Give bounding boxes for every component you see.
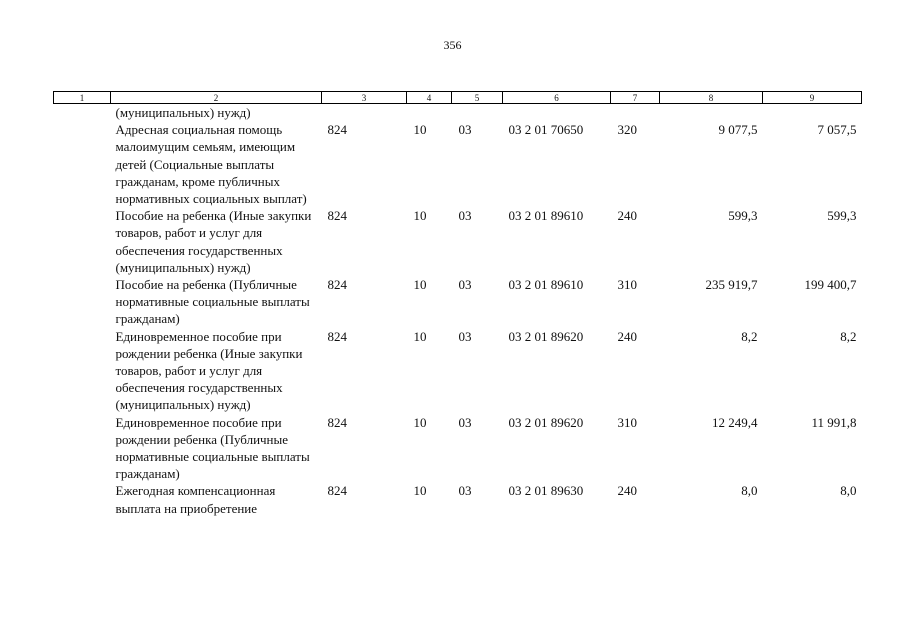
column-header-7: 7 bbox=[611, 92, 660, 104]
cell-code: 824 bbox=[327, 277, 347, 293]
cell-subsection: 03 bbox=[458, 277, 472, 293]
cell-sum2 bbox=[763, 104, 862, 122]
cell-code: 824 bbox=[327, 208, 347, 224]
cell-subsection: 03 bbox=[458, 122, 472, 138]
cell-sum2: 199 400,7 bbox=[804, 277, 857, 293]
cell-sum2: 599,3 bbox=[827, 208, 857, 224]
cell-code: 824 bbox=[327, 122, 347, 138]
cell-code: 824 bbox=[327, 483, 347, 499]
cell-target bbox=[503, 104, 611, 122]
cell-name: Ежегодная компенсационная выплата на приобретение bbox=[115, 483, 276, 516]
cell-target: 03 2 01 89610 bbox=[508, 277, 584, 293]
cell-name: Адресная социальная помощь малоимущим семьям, имеющим детей (Социальные выплаты гражданам, кроме публичных нормативных социальных выплат) bbox=[115, 122, 307, 207]
cell-vr: 240 bbox=[617, 483, 637, 499]
budget-table bbox=[53, 91, 862, 517]
cell-subsection: 03 bbox=[458, 483, 472, 499]
cell-vr: 240 bbox=[617, 208, 637, 224]
table-row bbox=[54, 207, 862, 276]
cell-sum1 bbox=[660, 104, 763, 122]
cell-vr bbox=[611, 104, 660, 122]
cell-subsection: 03 bbox=[458, 414, 472, 430]
cell-section: 10 bbox=[413, 483, 427, 499]
table-row bbox=[54, 414, 862, 483]
cell-code: 824 bbox=[327, 328, 347, 344]
cell-col1 bbox=[54, 276, 111, 328]
cell-sum1: 235 919,7 bbox=[705, 277, 758, 293]
column-header-4: 4 bbox=[407, 92, 452, 104]
cell-sum2: 7 057,5 bbox=[817, 122, 857, 138]
table-row bbox=[54, 482, 862, 516]
cell-name: (муниципальных) нужд) bbox=[115, 105, 251, 120]
table-body bbox=[54, 104, 862, 517]
table-row bbox=[54, 328, 862, 414]
cell-target: 03 2 01 89620 bbox=[508, 414, 584, 430]
cell-sum1: 8,0 bbox=[741, 483, 758, 499]
cell-name: Единовременное пособие при рождении ребенка (Иные закупки товаров, работ и услуг для обеспечения государственных (муниципальных) нужд) bbox=[115, 328, 303, 413]
cell-vr: 320 bbox=[617, 122, 637, 138]
cell-section: 10 bbox=[413, 277, 427, 293]
cell-sum1: 9 077,5 bbox=[718, 122, 758, 138]
cell-target: 03 2 01 89620 bbox=[508, 328, 584, 344]
page-number: 356 bbox=[443, 38, 462, 52]
cell-section bbox=[407, 104, 452, 122]
cell-name: Пособие на ребенка (Иные закупки товаров, работ и услуг для обеспечения государственных (муниципальных) нужд) bbox=[115, 208, 312, 275]
cell-subsection: 03 bbox=[458, 328, 472, 344]
cell-sum1: 8,2 bbox=[741, 328, 758, 344]
cell-sum2: 8,0 bbox=[840, 483, 857, 499]
table-header bbox=[54, 92, 862, 104]
cell-sum2: 8,2 bbox=[840, 328, 857, 344]
table-row bbox=[54, 104, 862, 122]
cell-target: 03 2 01 89610 bbox=[508, 208, 584, 224]
cell-subsection: 03 bbox=[458, 208, 472, 224]
cell-vr: 240 bbox=[617, 328, 637, 344]
table-row bbox=[54, 121, 862, 207]
column-header-9: 9 bbox=[763, 92, 862, 104]
column-header-6: 6 bbox=[503, 92, 611, 104]
column-header-5: 5 bbox=[452, 92, 503, 104]
cell-name: Пособие на ребенка (Публичные нормативные социальные выплаты гражданам) bbox=[115, 277, 310, 327]
cell-sum1: 599,3 bbox=[728, 208, 758, 224]
column-header-1: 1 bbox=[54, 92, 111, 104]
cell-vr: 310 bbox=[617, 277, 637, 293]
cell-sum2: 11 991,8 bbox=[811, 414, 857, 430]
cell-vr: 310 bbox=[617, 414, 637, 430]
table-row bbox=[54, 276, 862, 328]
cell-col1 bbox=[54, 414, 111, 483]
cell-target: 03 2 01 70650 bbox=[508, 122, 584, 138]
cell-col1 bbox=[54, 104, 111, 122]
cell-section: 10 bbox=[413, 414, 427, 430]
cell-target: 03 2 01 89630 bbox=[508, 483, 584, 499]
cell-section: 10 bbox=[413, 328, 427, 344]
cell-section: 10 bbox=[413, 208, 427, 224]
header-row bbox=[54, 92, 862, 104]
cell-col1 bbox=[54, 121, 111, 207]
cell-col1 bbox=[54, 207, 111, 276]
cell-code: 824 bbox=[327, 414, 347, 430]
cell-col1 bbox=[54, 482, 111, 516]
cell-sum1: 12 249,4 bbox=[712, 414, 758, 430]
column-header-2: 2 bbox=[111, 92, 322, 104]
cell-code bbox=[322, 104, 407, 122]
cell-name: Единовременное пособие при рождении ребенка (Публичные нормативные социальные выплаты гражданам) bbox=[115, 414, 310, 482]
cell-col1 bbox=[54, 328, 111, 414]
cell-subsection bbox=[452, 104, 503, 122]
column-header-3: 3 bbox=[322, 92, 407, 104]
column-header-8: 8 bbox=[660, 92, 763, 104]
cell-section: 10 bbox=[413, 122, 427, 138]
